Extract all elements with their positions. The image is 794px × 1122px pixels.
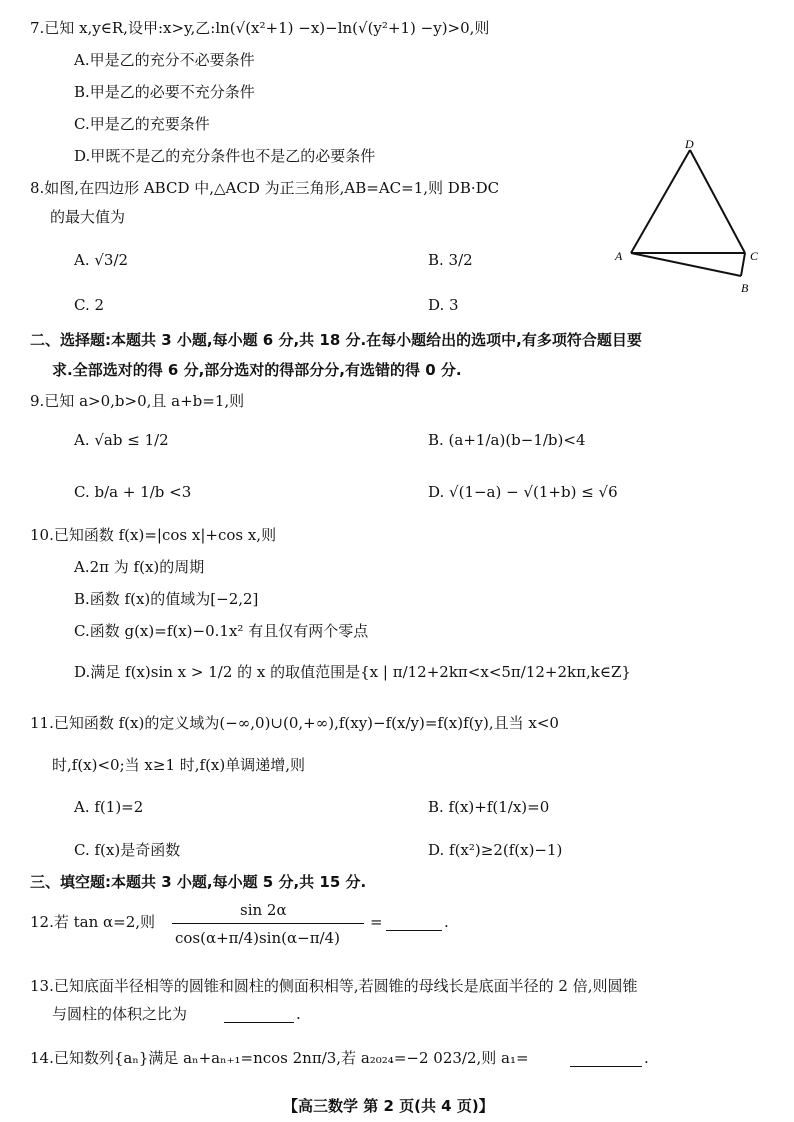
label-a: A	[615, 249, 623, 263]
q13-stem-continued: 与圆柱的体积之比为	[52, 1005, 188, 1023]
q10-option-d: D.满足 f(x)sin x > 1/2 的 x 的取值范围是{x | π/12+2kπ<x<5π/12+2kπ,k∈Z}	[74, 663, 631, 681]
label-d: D	[685, 138, 694, 151]
q12-prefix: 12.若 tan α=2,则	[30, 913, 156, 931]
edge-bc	[741, 253, 745, 276]
section2-heading: 二、选择题:本题共 3 小题,每小题 6 分,共 18 分.在每小题给出的选项中,有多项符合题目要	[30, 331, 642, 349]
q13-stem: 13.已知底面半径相等的圆锥和圆柱的侧面积相等,若圆锥的母线长是底面半径的 2 倍,则圆锥	[30, 977, 638, 995]
q12-answer-blank[interactable]	[386, 930, 442, 931]
q8-option-c: C. 2	[74, 296, 105, 314]
page-footer: 【高三数学 第 2 页(共 4 页)】	[283, 1097, 494, 1115]
q10-option-a: A.2π 为 f(x)的周期	[74, 558, 205, 576]
q7-option-a: A.甲是乙的充分不必要条件	[74, 51, 255, 69]
q12-period: .	[444, 913, 449, 931]
q13-answer-blank[interactable]	[224, 1022, 294, 1023]
q8-option-b: B. 3/2	[428, 251, 473, 269]
q10-option-c: C.函数 g(x)=f(x)−0.1x² 有且仅有两个零点	[74, 622, 369, 640]
q12-fraction-bar	[172, 923, 364, 924]
q14-answer-blank[interactable]	[570, 1066, 642, 1067]
q8-option-d: D. 3	[428, 296, 459, 314]
q14-stem: 14.已知数列{aₙ}满足 aₙ+aₙ₊₁=ncos 2nπ/3,若 a₂₀₂₄=−2 023/2,则 a₁=	[30, 1049, 529, 1067]
q11-stem: 11.已知函数 f(x)的定义域为(−∞,0)∪(0,+∞),f(xy)−f(x/y)=f(x)f(y),且当 x<0	[30, 714, 559, 732]
q11-option-a: A. f(1)=2	[74, 798, 144, 816]
section2-heading-continued: 求.全部选对的得 6 分,部分选对的得部分分,有选错的得 0 分.	[52, 361, 462, 379]
edge-ab	[631, 253, 741, 276]
q8-stem-continued: 的最大值为	[50, 208, 126, 226]
q12-numerator: sin 2α	[240, 901, 287, 919]
q7-stem: 7.已知 x,y∈R,设甲:x>y,乙:ln(√(x²+1) −x)−ln(√(y²+1) −y)>0,则	[30, 19, 490, 37]
edge-dc	[690, 150, 745, 253]
q11-stem-continued: 时,f(x)<0;当 x≥1 时,f(x)单调递增,则	[52, 756, 306, 774]
q8-stem: 8.如图,在四边形 ABCD 中,△ACD 为正三角形,AB=AC=1,则 DB·DC	[30, 179, 500, 197]
section3-heading: 三、填空题:本题共 3 小题,每小题 5 分,共 15 分.	[30, 873, 367, 891]
q9-stem: 9.已知 a>0,b>0,且 a+b=1,则	[30, 392, 245, 410]
q9-option-b: B. (a+1/a)(b−1/b)<4	[428, 431, 586, 449]
q14-period: .	[644, 1049, 649, 1067]
q8-option-a: A. √3/2	[74, 251, 129, 269]
q7-option-b: B.甲是乙的必要不充分条件	[74, 83, 255, 101]
label-c: C	[750, 249, 759, 263]
q11-option-d: D. f(x²)≥2(f(x)−1)	[428, 841, 563, 859]
q12-denominator: cos(α+π/4)sin(α−π/4)	[175, 929, 340, 947]
q11-option-c: C. f(x)是奇函数	[74, 841, 181, 859]
q9-option-d: D. √(1−a) − √(1+b) ≤ √6	[428, 483, 618, 501]
quadrilateral-figure	[605, 138, 775, 298]
edge-da	[631, 150, 690, 253]
q13-period: .	[296, 1005, 301, 1023]
q7-option-c: C.甲是乙的充要条件	[74, 115, 210, 133]
q9-option-a: A. √ab ≤ 1/2	[74, 431, 169, 449]
q9-option-c: C. b/a + 1/b <3	[74, 483, 192, 501]
q10-stem: 10.已知函数 f(x)=|cos x|+cos x,则	[30, 526, 277, 544]
q11-option-b: B. f(x)+f(1/x)=0	[428, 798, 550, 816]
q12-equals: =	[370, 913, 383, 931]
label-b: B	[741, 281, 749, 295]
q10-option-b: B.函数 f(x)的值域为[−2,2]	[74, 590, 259, 608]
q7-option-d: D.甲既不是乙的充分条件也不是乙的必要条件	[74, 147, 376, 165]
